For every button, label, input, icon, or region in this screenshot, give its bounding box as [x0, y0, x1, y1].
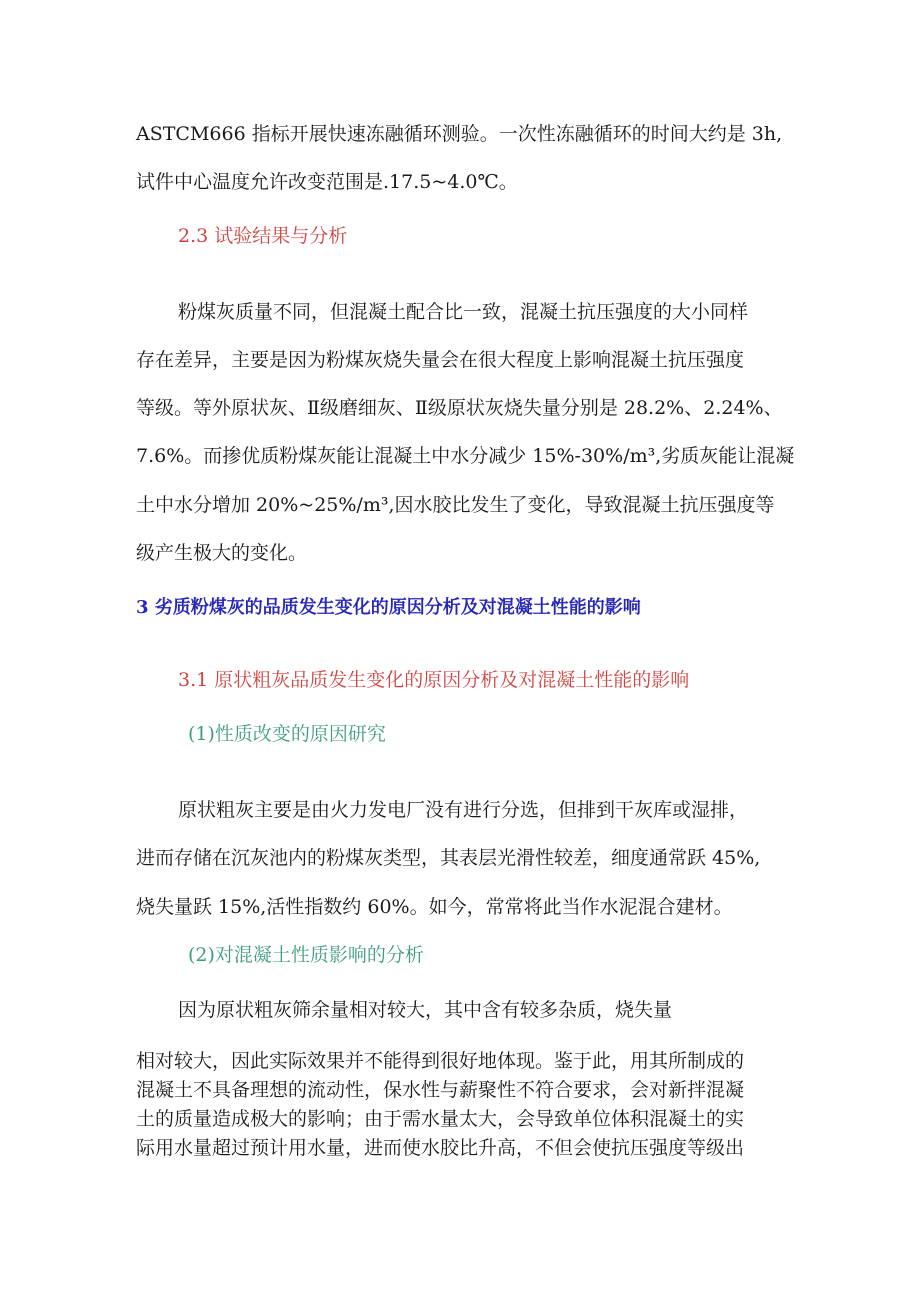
section-heading-2-3: 2.3 试验结果与分析 [178, 225, 348, 247]
subheading-2: (2)对混凝土性质影响的分析 [188, 944, 424, 966]
paragraph-line: 级产生极大的变化。 [136, 542, 308, 564]
paragraph-line: 因为原状粗灰筛余量相对较大，其中含有较多杂质，烧失量 [178, 999, 673, 1021]
paragraph-line: 试件中心温度允许改变范围是.17.5~4.0℃。 [136, 171, 518, 193]
paragraph-line: 粉煤灰质量不同，但混凝土配合比一致，混凝土抗压强度的大小同样 [178, 301, 749, 323]
paragraph-line: 土中水分增加 20%~25%/m³,因水胶比发生了变化，导致混凝土抗压强度等 [136, 494, 775, 516]
paragraph-line: 7.6%。而掺优质粉煤灰能让混凝土中水分减少 15%-30%/m³,劣质灰能让混凝 [136, 445, 795, 467]
paragraph-line: 混凝土不具备理想的流动性，保水性与薪聚性不符合要求，会对新拌混凝 [136, 1079, 745, 1101]
chapter-heading-3: 3 劣质粉煤灰的品质发生变化的原因分析及对混凝土性能的影响 [136, 597, 641, 618]
section-heading-3-1: 3.1 原状粗灰品质发生变化的原因分析及对混凝土性能的影响 [178, 669, 690, 691]
paragraph-line: 土的质量造成极大的影响；由于需水量太大，会导致单位体积混凝土的实 [136, 1108, 745, 1130]
paragraph-line: ASTCM666 指标开展快速冻融循环测验。一次性冻融循环的时间大约是 3h, [136, 123, 783, 145]
paragraph-line: 原状粗灰主要是由火力发电厂没有进行分选，但排到干灰库或湿排， [178, 799, 749, 821]
paragraph-line: 等级。等外原状灰、Ⅱ级磨细灰、Ⅱ级原状灰烧失量分别是 28.2%、2.24%、 [136, 397, 783, 419]
paragraph-line: 进而存储在沉灰池内的粉煤灰类型，其表层光滑性较差，细度通常跃 45%, [136, 847, 761, 869]
subheading-1: (1)性质改变的原因研究 [188, 723, 386, 745]
paragraph-line: 相对较大，因此实际效果并不能得到很好地体现。鉴于此，用其所制成的 [136, 1050, 745, 1072]
paragraph-line: 烧失量跃 15%,活性指数约 60%。如今，常常将此当作水泥混合建材。 [136, 896, 733, 918]
paragraph-line: 存在差异，主要是因为粉煤灰烧失量会在很大程度上影响混凝土抗压强度 [136, 349, 745, 371]
paragraph-line: 际用水量超过预计用水量，进而使水胶比升高，不但会使抗压强度等级出 [136, 1137, 745, 1159]
